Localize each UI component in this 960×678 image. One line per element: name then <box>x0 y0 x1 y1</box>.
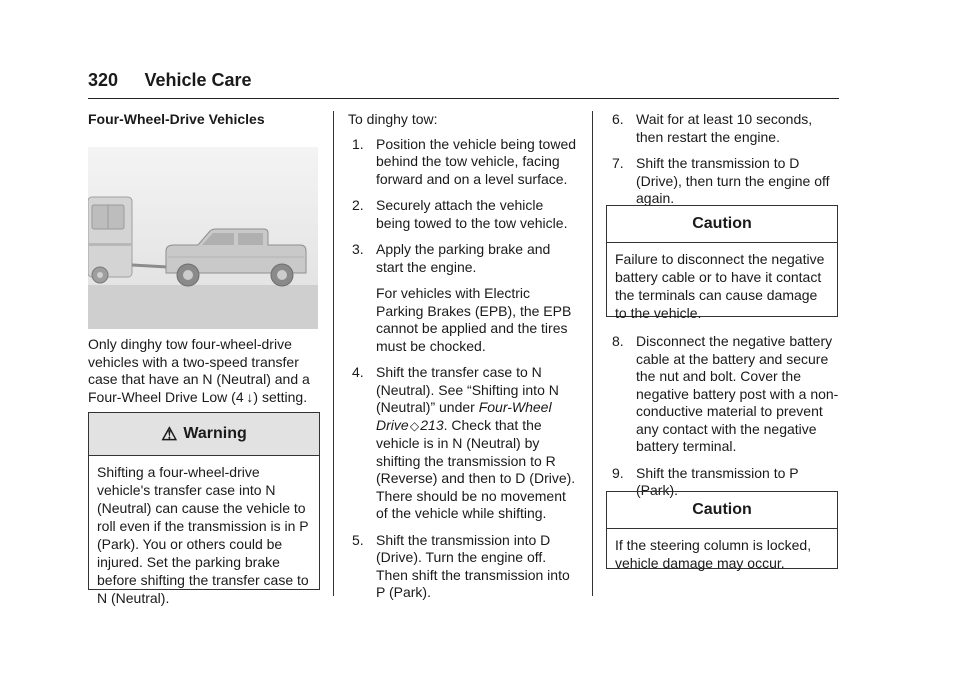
caution-title: Caution <box>607 206 837 243</box>
list-item: 7. Shift the transmission to D (Drive), then turn the engine off again. <box>612 155 830 206</box>
column-divider <box>592 111 593 596</box>
column-3-lower <box>608 333 840 509</box>
dinghy-4wd-paragraph: Only dinghy tow four-wheel-drive vehicles with a two-speed transfer case that have an N (Neutral) and a Four-Wheel Drive Low (4 ↓) setting. <box>88 336 310 405</box>
warning-header <box>89 413 319 456</box>
caution-title: Caution <box>607 492 837 529</box>
list-item: 6. Wait for at least 10 seconds, then restart the engine. <box>612 111 813 145</box>
caution-box <box>606 205 838 321</box>
column-1 <box>88 111 320 129</box>
list-item: 3. Apply the parking brake and start the engine. For vehicles with Electric Parking Brakes (EPB), the EPB cannot be applied and the tires must be chocked. <box>348 241 580 355</box>
column-2 <box>348 111 580 611</box>
column-3 <box>608 111 840 217</box>
header-rule <box>88 98 839 99</box>
cross-reference-link[interactable]: Four-Wheel Drive <box>376 399 552 433</box>
down-arrow-icon: ↓ <box>246 388 254 405</box>
subheading: Four-Wheel-Drive Vehicles <box>88 111 265 127</box>
tow-steps-list-final <box>608 333 840 500</box>
column-divider <box>333 111 334 596</box>
section-title: Vehicle Care <box>144 70 252 90</box>
caution-body: Failure to disconnect the negative battery cable or to have it contact the terminals can cause damage to the vehicle. <box>615 251 825 321</box>
list-item: 5. Shift the transmission into D (Drive). Turn the engine off. Then shift the transmission into P (Park). <box>352 531 570 600</box>
warning-title: Warning <box>183 425 247 442</box>
page-header <box>88 70 839 91</box>
caution-body: If the steering column is locked, vehicle damage may occur. <box>615 537 812 571</box>
reference-page: 213 <box>420 416 444 433</box>
list-item: 2. Securely attach the vehicle being towed to the tow vehicle. <box>352 197 568 231</box>
page-number: 320 <box>88 70 119 90</box>
intro-text: To dinghy tow: <box>348 111 438 127</box>
list-item: 8. Disconnect the negative battery cable at the battery and secure the nut and bolt. Cover the negative battery post with a non-conductive material to prevent any contact with the negative battery terminal. <box>612 333 839 454</box>
book-reference-icon: ◇ <box>409 418 420 433</box>
tow-steps-list-continued <box>608 111 840 208</box>
epb-note: For vehicles with Electric Parking Brakes (EPB), the EPB cannot be applied and the tires must be chocked. <box>376 285 572 354</box>
dinghy-tow-illustration <box>88 147 318 329</box>
warning-box <box>88 412 320 606</box>
warning-body: Shifting a four-wheel-drive vehicle's transfer case into N (Neutral) can cause the vehicle to roll even if the transmission is in P (Park). You or others could be injured. Set the parking brake before shifting the transfer case to N (Neutral). <box>97 464 309 606</box>
tow-steps-list <box>348 136 580 602</box>
column-1-text <box>88 336 320 406</box>
caution-box <box>606 491 838 569</box>
list-item: 1. Position the vehicle being towed behind the tow vehicle, facing forward and on a level surface. <box>352 135 577 187</box>
list-item: 9. Shift the transmission to P (Park). <box>612 464 799 498</box>
list-item: 4. Shift the transfer case to N (Neutral). See “Shifting into N (Neutral)” under Four-Wheel Drive ◇ 213. Check that the vehicle is in N (Neutral) by shifting the transmission to R (Reverse) and then to D (Drive). There should be no movement of the vehicle while shifting. <box>352 364 576 521</box>
warning-triangle-icon: ⚠ <box>161 423 178 444</box>
